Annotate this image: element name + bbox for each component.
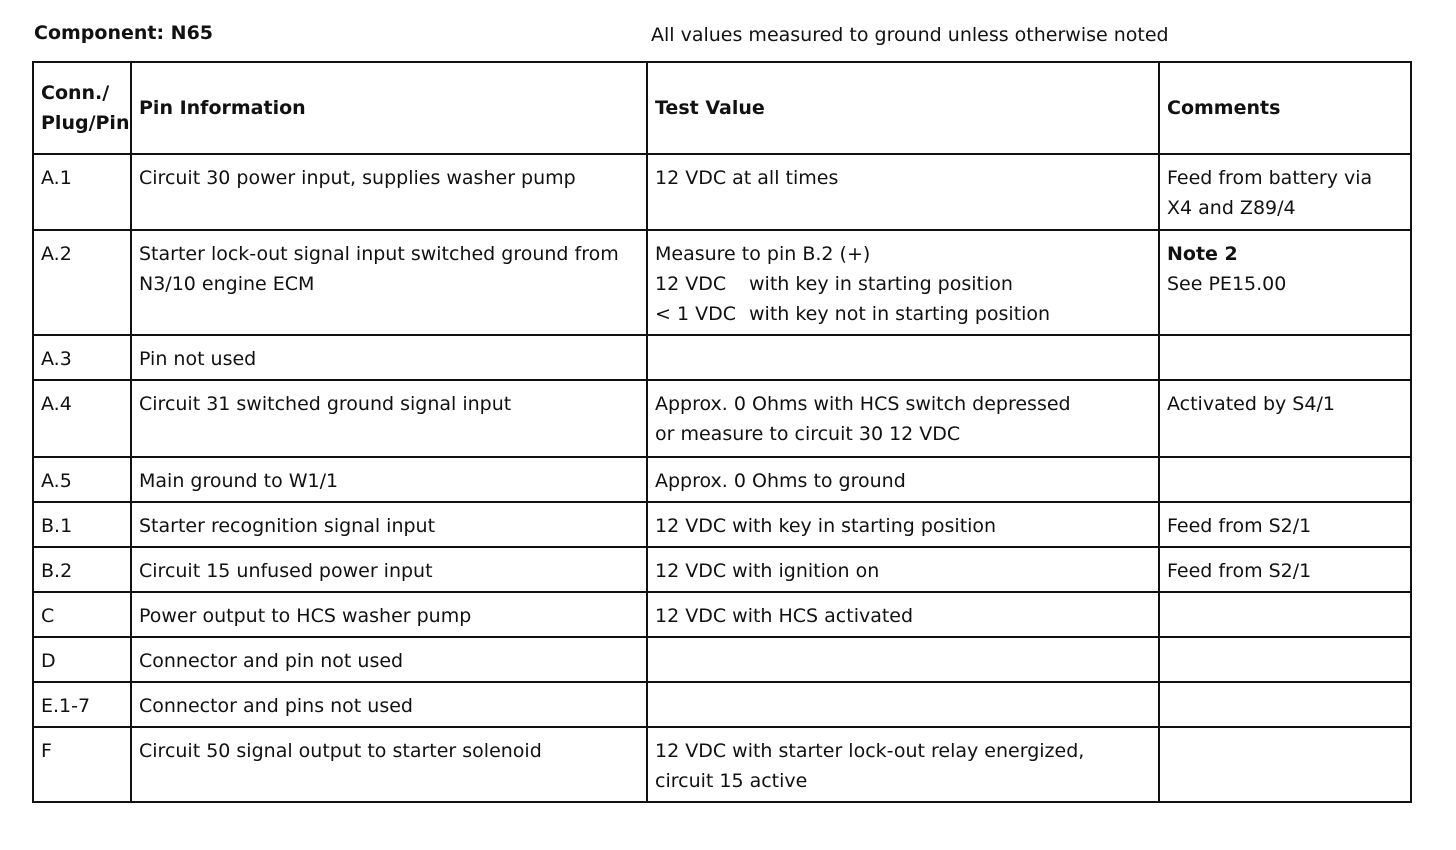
table-row — [33, 457, 1411, 502]
test-value-cell — [647, 547, 1159, 592]
pin-info-cell: Starter lock-out signal input switched ground from N3/10 engine ECM — [131, 230, 647, 335]
test-value-line: Approx. 0 Ohms to ground — [655, 470, 906, 492]
pin-cell: A.2 — [33, 230, 131, 335]
test-value-cell — [647, 380, 1159, 457]
test-value-line: or measure to circuit 30 12 VDC — [655, 423, 961, 445]
pin-cell: A.1 — [33, 154, 131, 230]
pin-cell: F — [33, 727, 131, 802]
test-value-line: 12 VDC with key in starting position — [655, 515, 997, 537]
pin-cell: A.3 — [33, 335, 131, 380]
test-value-line: Approx. 0 Ohms with HCS switch depressed — [655, 393, 1071, 415]
comment-line: Feed from battery via X4 and Z89/4 — [1167, 167, 1373, 219]
col-header-pin: Conn./ Plug/Pin — [33, 62, 131, 154]
table-row — [33, 727, 1411, 802]
component-title: Component: N65 — [34, 22, 214, 44]
pin-cell: E.1-7 — [33, 682, 131, 727]
pin-info-cell: Pin not used — [131, 335, 647, 380]
table-row — [33, 502, 1411, 547]
pin-info-cell: Circuit 31 switched ground signal input — [131, 380, 647, 457]
col-header-pin-info: Pin Information — [131, 62, 647, 154]
table-row — [33, 592, 1411, 637]
pin-spec-table — [32, 61, 1412, 803]
test-value-condition: with key in starting position — [749, 273, 1013, 295]
test-value-cell — [647, 682, 1159, 727]
test-value-line: 12 VDC with HCS activated — [655, 605, 914, 627]
table-row — [33, 547, 1411, 592]
test-value-cell — [647, 335, 1159, 380]
test-value-cell — [647, 502, 1159, 547]
table-row — [33, 637, 1411, 682]
test-value-cell — [647, 727, 1159, 802]
pin-info-cell: Connector and pin not used — [131, 637, 647, 682]
table-header-row — [33, 62, 1411, 154]
comments-cell — [1159, 502, 1411, 547]
pin-info-cell: Connector and pins not used — [131, 682, 647, 727]
comment-line: Activated by S4/1 — [1167, 393, 1335, 415]
comments-cell — [1159, 230, 1411, 335]
comment-line: See PE15.00 — [1167, 273, 1287, 295]
test-value-cell — [647, 637, 1159, 682]
comments-cell — [1159, 682, 1411, 727]
comments-cell — [1159, 727, 1411, 802]
test-value-line: circuit 15 active — [655, 770, 808, 792]
pin-info-cell: Circuit 15 unfused power input — [131, 547, 647, 592]
pin-cell: B.2 — [33, 547, 131, 592]
comments-cell — [1159, 592, 1411, 637]
pin-cell: A.4 — [33, 380, 131, 457]
pin-info-cell: Circuit 30 power input, supplies washer pump — [131, 154, 647, 230]
comments-cell — [1159, 547, 1411, 592]
note-reference: Note 2 — [1167, 243, 1238, 265]
pin-info-cell: Starter recognition signal input — [131, 502, 647, 547]
comment-line: Feed from S2/1 — [1167, 560, 1312, 582]
test-value-condition: with key not in starting position — [749, 303, 1051, 325]
table-row — [33, 230, 1411, 335]
test-value-line: 12 VDC at all times — [655, 167, 839, 189]
table-row — [33, 380, 1411, 457]
test-value-line — [655, 269, 1151, 299]
pin-cell: B.1 — [33, 502, 131, 547]
comments-cell — [1159, 380, 1411, 457]
pin-cell: C — [33, 592, 131, 637]
col-header-test-value: Test Value — [647, 62, 1159, 154]
pin-info-cell: Circuit 50 signal output to starter solenoid — [131, 727, 647, 802]
table-row — [33, 335, 1411, 380]
test-value-cell — [647, 230, 1159, 335]
pin-cell: A.5 — [33, 457, 131, 502]
comment-line: Feed from S2/1 — [1167, 515, 1312, 537]
pin-info-cell: Power output to HCS washer pump — [131, 592, 647, 637]
col-header-comments: Comments — [1159, 62, 1411, 154]
pin-cell: D — [33, 637, 131, 682]
test-value-line: 12 VDC with ignition on — [655, 560, 880, 582]
table-row — [33, 154, 1411, 230]
measurement-note: All values measured to ground unless otherwise noted — [651, 24, 1169, 46]
test-value-level: 12 VDC — [655, 273, 727, 295]
test-value-cell — [647, 457, 1159, 502]
comments-cell — [1159, 335, 1411, 380]
test-value-line — [655, 299, 1151, 329]
table-row — [33, 682, 1411, 727]
pin-info-cell: Main ground to W1/1 — [131, 457, 647, 502]
comments-cell — [1159, 457, 1411, 502]
test-value-line: 12 VDC with starter lock-out relay energized, — [655, 740, 1085, 762]
comments-cell — [1159, 154, 1411, 230]
test-value-cell — [647, 592, 1159, 637]
test-value-cell — [647, 154, 1159, 230]
test-value-line: Measure to pin B.2 (+) — [655, 243, 871, 265]
comments-cell — [1159, 637, 1411, 682]
test-value-level: < 1 VDC — [655, 303, 736, 325]
